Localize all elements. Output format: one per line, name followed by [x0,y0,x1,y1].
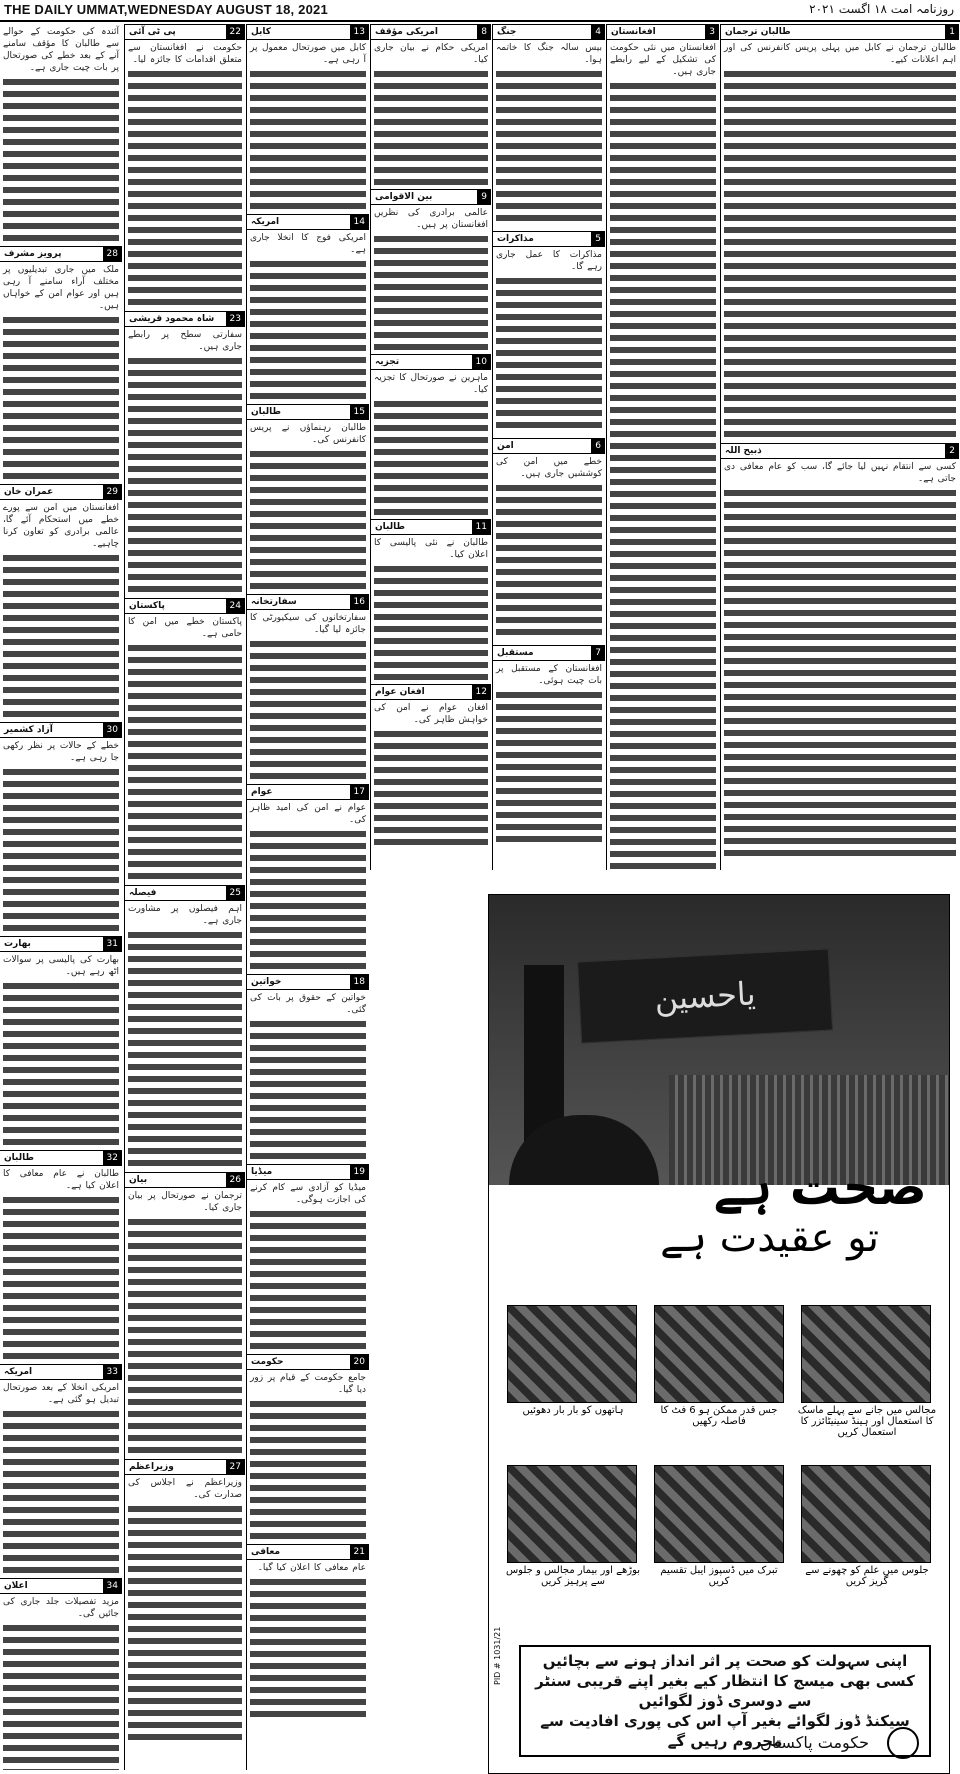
caption-tabarruk: تبرک میں ڈسپوز ایبل تقسیم کریں [660,1565,778,1587]
item-heading: امریکہ [251,217,280,227]
vaccine-tips-box [519,1645,931,1757]
item-number: 4 [591,25,605,39]
news-item [247,214,369,400]
caption-mask: مجالس میں جانے سے پہلے ماسک کا استعمال اور ہینڈ سینیٹائزر کا استعمال کریں [797,1405,937,1438]
item-number: 6 [591,439,605,453]
news-item [371,684,491,845]
item-label [371,24,491,40]
text-lines [724,68,956,439]
column-c5 [492,24,605,870]
item-heading: معافی [251,1547,281,1557]
item-number: 2 [945,444,959,458]
item-label [247,974,369,990]
text-lines [250,68,366,210]
item-body: عام معافی کا اعلان کیا گیا۔ [257,1563,366,1573]
item-body: ماہرین نے صورتحال کا تجزیہ کیا۔ [374,373,488,395]
item-heading: اعلان [4,1581,28,1591]
item-body: مزید تفصیلات جلد جاری کی جائیں گی۔ [3,1597,119,1619]
item-number: 21 [350,1545,369,1559]
item-body: امریکی فوج کا انخلا جاری ہے۔ [250,233,366,255]
news-item [247,974,369,1160]
item-body: افغانستان کے مستقبل پر بات چیت ہوئی۔ [496,664,602,686]
news-item [493,24,605,227]
item-body: پاکستان خطے میں امن کا حامی ہے۔ [128,617,242,639]
masthead [0,0,960,22]
item-body: بھارت کی پالیسی پر سوالات اٹھ رہے ہیں۔ [3,955,119,977]
photo-tabarruk [654,1465,784,1563]
item-label [493,438,605,454]
item-label [0,1578,122,1594]
text-lines [128,642,242,881]
text-lines [250,1208,366,1350]
item-label [247,594,369,610]
item-heading: کابل [251,27,272,37]
item-number: 5 [591,232,605,246]
item-heading: وزیراعظم [129,1462,174,1472]
banner-text: یاحسین [653,974,757,1018]
news-item [125,1172,245,1455]
item-number: 17 [350,785,369,799]
item-label [493,24,605,40]
caption-handwash: ہاتھوں کو بار بار دھوئیں [522,1405,624,1416]
news-item [247,1544,369,1718]
item-number: 10 [472,355,491,369]
item-body: افغانستان میں امن سے پورے خطے میں استحکام آئے گا، عالمی برادری کو تعاون کرنا چاہیے۔ [3,503,119,549]
item-label [371,189,491,205]
item-heading: امن [497,441,514,451]
item-label [247,214,369,230]
photo-handwash [507,1305,637,1403]
text-lines [250,1576,366,1718]
item-number: 18 [350,975,369,989]
item-number: 8 [477,25,491,39]
item-body: آئندہ کی حکومت کے حوالے سے طالبان کا مؤقف سامنے آنے کے بعد خطے کی صورتحال پر بات چیت جاری ہے۔ [3,27,119,73]
item-body: امریکی حکام نے بیان جاری کیا۔ [374,43,488,65]
item-label [607,24,719,40]
newspaper-page [0,24,960,1774]
column-c3 [246,24,369,1770]
text-lines [128,1216,242,1455]
item-body: کابل میں صورتحال معمول پر آ رہی ہے۔ [250,43,366,65]
text-lines [374,233,488,350]
tip-line-2: کسی بھی میسج کا انتظار کیے بغیر اپنے قریبی سنٹر سے دوسری ڈوز لگوائیں [535,1672,915,1710]
item-number: 7 [591,646,605,660]
item-heading: خواتین [251,977,282,987]
item-number: 15 [350,405,369,419]
item-body: طالبان نے عام معافی کا اعلان کیا ہے۔ [3,1169,119,1191]
item-body: سفارتخانوں کی سیکیورٹی کا جائزہ لیا گیا۔ [250,613,366,635]
item-number: 30 [103,723,122,737]
text-lines [3,980,119,1146]
text-lines [3,766,119,932]
item-label [371,684,491,700]
text-lines [724,487,956,858]
news-item [0,246,122,480]
text-lines [374,563,488,680]
caption-distance: جس قدر ممکن ہو 6 فٹ کا فاصلہ رکھیں [660,1405,778,1427]
item-number: 12 [472,685,491,699]
item-label [247,404,369,420]
news-item [493,438,605,641]
news-item [247,784,369,970]
item-body: کسی سے انتقام نہیں لیا جائے گا، سب کو عام معافی دی جاتی ہے۔ [724,462,956,484]
item-heading: ذبیح اللہ [725,446,762,456]
news-item [0,484,122,718]
item-body: بیس سالہ جنگ کا خاتمہ ہوا۔ [496,43,602,65]
item-heading: پرویز مشرف [4,249,62,259]
item-label [125,24,245,40]
news-item [0,722,122,932]
item-number: 13 [350,25,369,39]
item-label [247,784,369,800]
column-c2 [124,24,245,1770]
item-heading: بین الاقوامی [375,192,433,202]
item-heading: میڈیا [251,1167,273,1177]
item-body: میڈیا کو آزادی سے کام کرنے کی اجازت ہوگی۔ [250,1183,366,1205]
item-body: ملک میں جاری تبدیلیوں پر مختلف آراء سامنے آ رہی ہیں اور عوام امن کے خواہاں ہیں۔ [3,265,119,311]
item-number: 27 [226,1460,245,1474]
item-body: اہم فیصلوں پر مشاورت جاری ہے۔ [128,904,242,926]
item-body: افغانستان میں نئی حکومت کی تشکیل کے لیے رابطے جاری ہیں۔ [610,43,716,77]
item-number: 34 [103,1579,122,1593]
text-lines [3,314,119,480]
item-label [125,885,245,901]
tip-line-3: سیکنڈ ڈوز لگوائے بغیر آپ اس کی پوری افادیت سے محروم رہیں گے [540,1712,910,1750]
item-label [721,443,959,459]
item-heading: عوام [251,787,273,797]
item-label [371,354,491,370]
news-item [721,24,959,439]
tip-line-1: اپنی سہولت کو صحت پر اثر انداز ہونے سے بچائیں [542,1652,908,1670]
item-number: 31 [103,937,122,951]
item-label [125,1172,245,1188]
text-lines [250,258,366,400]
item-heading: بیان [129,1175,148,1185]
masthead-urdu: روزنامہ امت ۱۸ اگست ۲۰۲۱ [809,2,954,16]
caption-elderly: بوڑھے اور بیمار مجالس و جلوس سے پرہیز کریں [505,1565,641,1587]
item-heading: مذاکرات [497,234,534,244]
item-body: افغان عوام نے امن کی خواہش ظاہر کی۔ [374,703,488,725]
item-label [247,24,369,40]
item-label [0,936,122,952]
item-heading: تجزیہ [375,357,400,367]
item-number: 32 [103,1151,122,1165]
item-label [0,246,122,262]
ad-slogan-line1: صحت ہے [713,1158,927,1216]
item-heading: پاکستان [129,601,165,611]
column-c7 [720,24,959,870]
item-number: 1 [945,25,959,39]
black-banner [577,948,833,1043]
news-item [607,24,719,870]
text-lines [250,1398,366,1540]
item-body: خطے میں امن کی کوششیں جاری ہیں۔ [496,457,602,479]
ad-hero-photo [489,895,949,1185]
item-number: 19 [350,1165,369,1179]
item-heading: بھارت [4,939,31,949]
item-heading: طالبان [4,1153,34,1163]
text-lines [374,68,488,185]
item-number: 9 [477,190,491,204]
govt-logo-text: حکومت پاکستان [759,1733,869,1752]
item-number: 23 [226,312,245,326]
item-label [0,1364,122,1380]
text-lines [250,638,366,780]
column-c4 [370,24,491,870]
text-lines [128,1503,242,1742]
item-body: عالمی برادری کی نظریں افغانستان پر ہیں۔ [374,208,488,230]
item-heading: سفارتخانہ [251,597,297,607]
item-heading: شاہ محمود قریشی [129,314,215,324]
text-lines [250,448,366,590]
news-item [125,311,245,594]
item-label [125,1459,245,1475]
item-heading: عمران خان [4,487,54,497]
item-number: 24 [226,599,245,613]
item-number: 28 [103,247,122,261]
text-lines [250,828,366,970]
news-item [0,1150,122,1360]
item-label [0,1150,122,1166]
news-item [371,24,491,185]
text-lines [3,1622,119,1770]
photo-distance [654,1305,784,1403]
item-label [247,1544,369,1560]
item-label [247,1164,369,1180]
news-item [721,443,959,858]
item-number: 25 [226,886,245,900]
item-heading: طالبان [375,522,405,532]
news-item [247,594,369,780]
item-heading: امریکی مؤقف [375,27,438,37]
photo-mask [801,1305,931,1403]
masthead-english: THE DAILY UMMAT,WEDNESDAY AUGUST 18, 2021 [4,2,328,17]
text-lines [496,482,602,641]
text-lines [496,275,602,434]
item-label [125,311,245,327]
text-lines [3,1194,119,1360]
text-lines [3,1408,119,1574]
column-c1 [0,24,122,1770]
pid-reference: PID # 1031/21 [493,1626,502,1685]
photo-elderly [507,1465,637,1563]
item-heading: حکومت [251,1357,284,1367]
news-item [0,1364,122,1574]
text-lines [3,76,119,242]
item-label [0,722,122,738]
item-body: طالبان ترجمان نے کابل میں پہلی پریس کانفرنس کی اور اہم اعلانات کیے۔ [724,43,956,65]
news-item [125,1459,245,1742]
item-body: طالبان رہنماؤں نے پریس کانفرنس کی۔ [250,423,366,445]
text-lines [374,728,488,845]
item-heading: جنگ [497,27,517,37]
news-item [247,1354,369,1540]
item-number: 20 [350,1355,369,1369]
item-body: عوام نے امن کی امید ظاہر کی۔ [250,803,366,825]
item-number: 16 [350,595,369,609]
text-lines [128,68,242,307]
item-body: امریکی انخلا کے بعد صورتحال تبدیل ہو گئی ہے۔ [3,1383,119,1405]
item-heading: پی ٹی آئی [129,27,176,37]
item-label [0,484,122,500]
news-item [371,189,491,350]
news-item [247,24,369,210]
caption-alam: جلوس میں علم کو چھونے سے گریز کریں [805,1565,929,1587]
item-body: سفارتی سطح پر رابطے جاری ہیں۔ [128,330,242,352]
news-item [493,231,605,434]
item-label [371,519,491,535]
item-heading: افغانستان [611,27,656,37]
item-heading: فیصلہ [129,888,157,898]
news-item [493,645,605,848]
news-item [125,885,245,1168]
item-number: 14 [350,215,369,229]
item-number: 22 [226,25,245,39]
photo-alam [801,1465,931,1563]
item-body: طالبان نے نئی پالیسی کا اعلان کیا۔ [374,538,488,560]
muharram-health-ad [488,894,950,1774]
item-number: 11 [472,520,491,534]
text-lines [128,355,242,594]
item-heading: افغان عوام [375,687,425,697]
text-lines [374,398,488,515]
news-item [0,24,122,242]
item-body: خطے کے حالات پر نظر رکھی جا رہی ہے۔ [3,741,119,763]
item-body: مذاکرات کا عمل جاری رہے گا۔ [496,250,602,272]
text-lines [3,552,119,718]
news-item [125,598,245,881]
news-item [371,519,491,680]
item-number: 29 [103,485,122,499]
item-body: وزیراعظم نے اجلاس کی صدارت کی۔ [128,1478,242,1500]
item-body: حکومت نے افغانستان سے متعلق اقدامات کا جائزہ لیا۔ [128,43,242,65]
item-heading: مستقبل [497,648,534,658]
item-label [493,645,605,661]
news-item [247,1164,369,1350]
item-number: 26 [226,1173,245,1187]
item-body: خواتین کے حقوق پر بات کی گئی۔ [250,993,366,1015]
item-heading: طالبان [251,407,281,417]
news-item [371,354,491,515]
text-lines [496,68,602,227]
text-lines [496,689,602,848]
news-item [247,404,369,590]
text-lines [610,80,716,870]
text-lines [250,1018,366,1160]
govt-seal-icon [887,1727,919,1759]
item-body: ترجمان نے صورتحال پر بیان جاری کیا۔ [128,1191,242,1213]
item-label [493,231,605,247]
item-number: 33 [103,1365,122,1379]
item-label [721,24,959,40]
column-c6 [606,24,719,870]
ad-slogan-line2: تو عقیدت ہے [660,1215,879,1261]
item-label [125,598,245,614]
news-item [0,936,122,1146]
news-item [125,24,245,307]
item-label [247,1354,369,1370]
news-item [0,1578,122,1770]
item-heading: طالبان ترجمان [725,27,791,37]
item-heading: آزاد کشمیر [4,725,53,735]
item-heading: امریکہ [4,1367,33,1377]
item-body: جامع حکومت کے قیام پر زور دیا گیا۔ [250,1373,366,1395]
text-lines [128,929,242,1168]
item-number: 3 [705,25,719,39]
